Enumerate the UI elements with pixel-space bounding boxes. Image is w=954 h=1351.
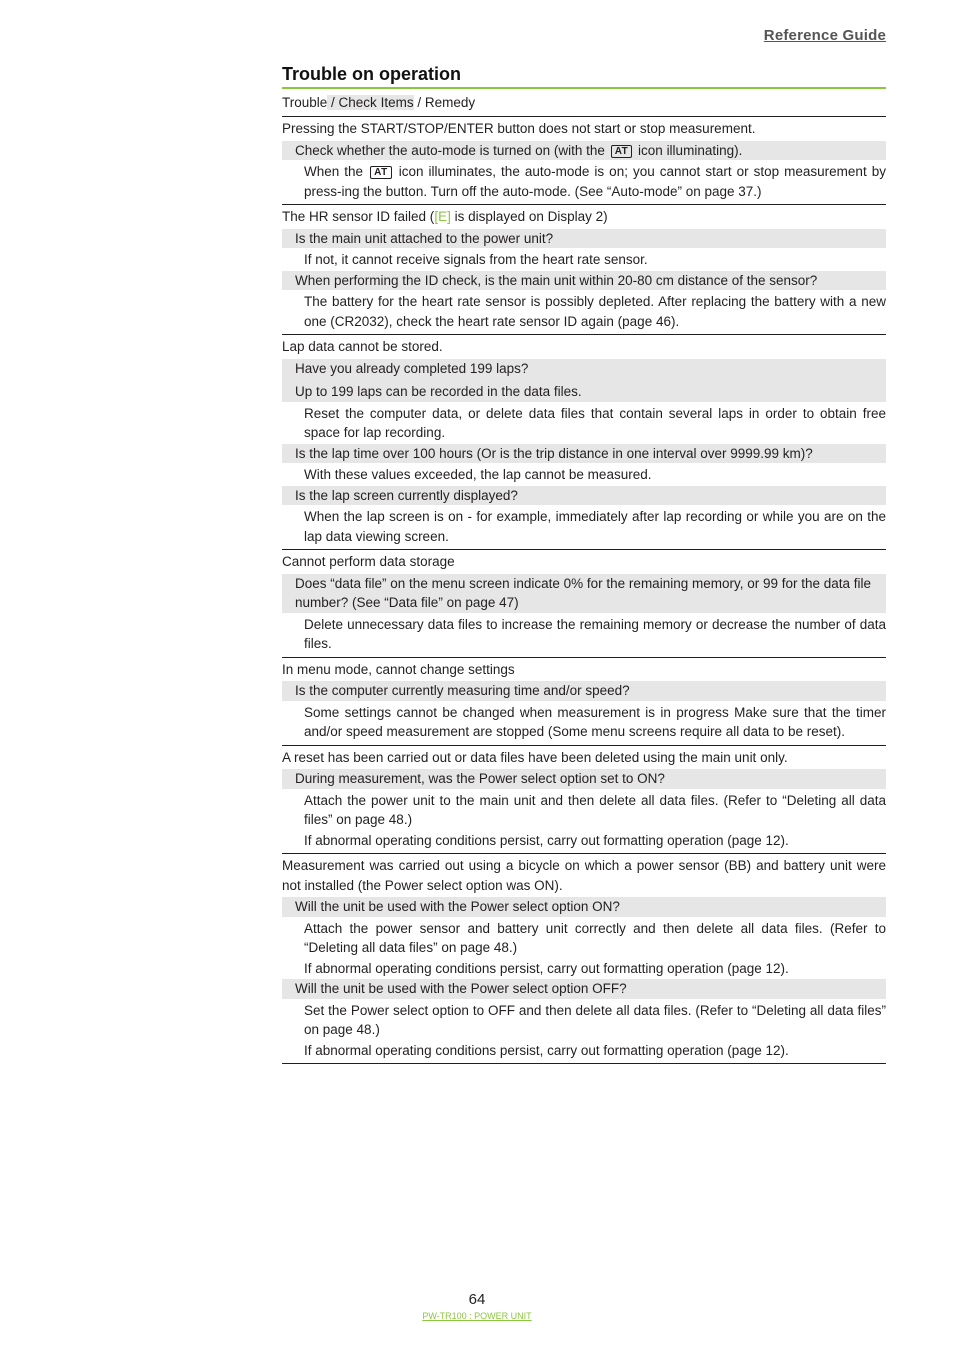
column-header: [282, 94, 886, 117]
trouble-text: Measurement was carried out using a bicycle on which a power sensor (BB) and battery unit were not installed (the Power select option was ON).: [282, 858, 886, 893]
remedy-text: When the lap screen is on - for example, immediately after lap recording or while you are on the lap data viewing screen.: [304, 509, 886, 544]
check-item: During measurement, was the Power select option set to ON?: [282, 769, 886, 789]
at-auto-mode-icon: AT: [370, 166, 392, 179]
remedy-text: Attach the power sensor and battery unit correctly and then delete all data files. (Refer to “Deleting all data files” on page 48.): [304, 920, 886, 955]
remedy-text: If abnormal operating conditions persist, carry out formatting operation (page 12).: [304, 832, 789, 848]
check-item: Have you already completed 199 laps?: [282, 359, 886, 381]
remedy-text: With these values exceeded, the lap cannot be measured.: [304, 467, 652, 482]
trouble-text-part: is displayed on Display 2): [450, 209, 608, 224]
trouble-table: [282, 117, 886, 1064]
trouble-block: [282, 550, 886, 658]
reference-guide-link[interactable]: Reference Guide: [763, 27, 886, 44]
remedy-text: If abnormal operating conditions persist, carry out formatting operation (page 12).: [304, 1042, 789, 1058]
page-title: Trouble on operation: [282, 64, 886, 89]
col-check-items: Check Items: [338, 95, 414, 110]
check-item: When performing the ID check, is the main unit within 20-80 cm distance of the sensor?: [282, 271, 886, 291]
error-code-mark: [E]: [434, 209, 451, 224]
trouble-text: Cannot perform data storage: [282, 554, 455, 569]
remedy-text: Delete unnecessary data files to increase the remaining memory or decrease the number of data files.: [304, 616, 886, 651]
trouble-text: Pressing the START/STOP/ENTER button does not start or stop measurement.: [282, 121, 756, 136]
trouble-text: In menu mode, cannot change settings: [282, 661, 515, 677]
check-item: Does “data file” on the menu screen indicate 0% for the remaining memory, or 99 for the data file number? (See “Data file” on page 47): [282, 574, 886, 613]
check-text: icon illuminating).: [638, 142, 743, 158]
check-item: Is the lap screen currently displayed?: [282, 486, 886, 506]
trouble-block: [282, 658, 886, 746]
remedy-text: Set the Power select option to OFF and then delete all data files. (Refer to “Deleting all data files” on page 48.): [304, 1002, 886, 1037]
check-item: Is the main unit attached to the power unit?: [282, 229, 886, 249]
check-item: Up to 199 laps can be recorded in the data files.: [282, 380, 886, 402]
check-item: Will the unit be used with the Power select option OFF?: [282, 979, 886, 999]
check-text: Check whether the auto-mode is turned on (with the: [295, 142, 605, 158]
remedy-text-part: icon illuminates, the auto-mode is on; you cannot start or stop measurement by press-ing the button. Turn off the auto-mode. (See “Auto-mode” on page 37.): [304, 164, 886, 199]
remedy-text: If not, it cannot receive signals from the heart rate sensor.: [304, 252, 648, 267]
trouble-block: [282, 205, 886, 335]
remedy-text-part: When the: [304, 164, 364, 179]
remedy-text: If abnormal operating conditions persist, carry out formatting operation (page 12).: [304, 960, 789, 976]
trouble-text: [282, 206, 886, 228]
trouble-text: Lap data cannot be stored.: [282, 339, 443, 354]
col-remedy: Remedy: [424, 95, 476, 110]
remedy-text: Attach the power unit to the main unit and then delete all data files. (Refer to “Deleting all data files” on page 48.): [304, 792, 886, 827]
at-auto-mode-icon: AT: [611, 145, 633, 158]
trouble-block: [282, 746, 886, 855]
remedy-text: The battery for the heart rate sensor is possibly depleted. After replacing the battery with a new one (CR2032), check the heart rate sensor ID again (page 46).: [304, 294, 886, 329]
check-item: Is the computer currently measuring time and/or speed?: [282, 681, 886, 701]
col-sep-2: /: [413, 95, 425, 110]
col-sep-1: /: [327, 95, 339, 110]
trouble-text: A reset has been carried out or data files have been deleted using the main unit only.: [282, 749, 788, 765]
col-trouble: Trouble: [282, 95, 328, 110]
trouble-block: [282, 854, 886, 1064]
page-number: 64: [468, 1291, 486, 1308]
footer-product-link[interactable]: PW-TR100 : POWER UNIT: [422, 1311, 532, 1321]
remedy-text: [282, 162, 886, 201]
remedy-text: Some settings cannot be changed when measurement is in progress Make sure that the timer and/or speed measurement are stopped (Some menu screens require all data to be reset).: [304, 704, 886, 739]
remedy-text: Reset the computer data, or delete data files that contain several laps in order to obtain free space for lap recording.: [304, 405, 886, 440]
trouble-text-part: The HR sensor ID failed (: [282, 209, 435, 224]
check-item: Will the unit be used with the Power select option ON?: [282, 897, 886, 917]
trouble-block: [282, 117, 886, 205]
trouble-block: [282, 335, 886, 550]
check-item: [282, 141, 886, 161]
check-item: Is the lap time over 100 hours (Or is the trip distance in one interval over 9999.99 km)?: [282, 444, 886, 464]
